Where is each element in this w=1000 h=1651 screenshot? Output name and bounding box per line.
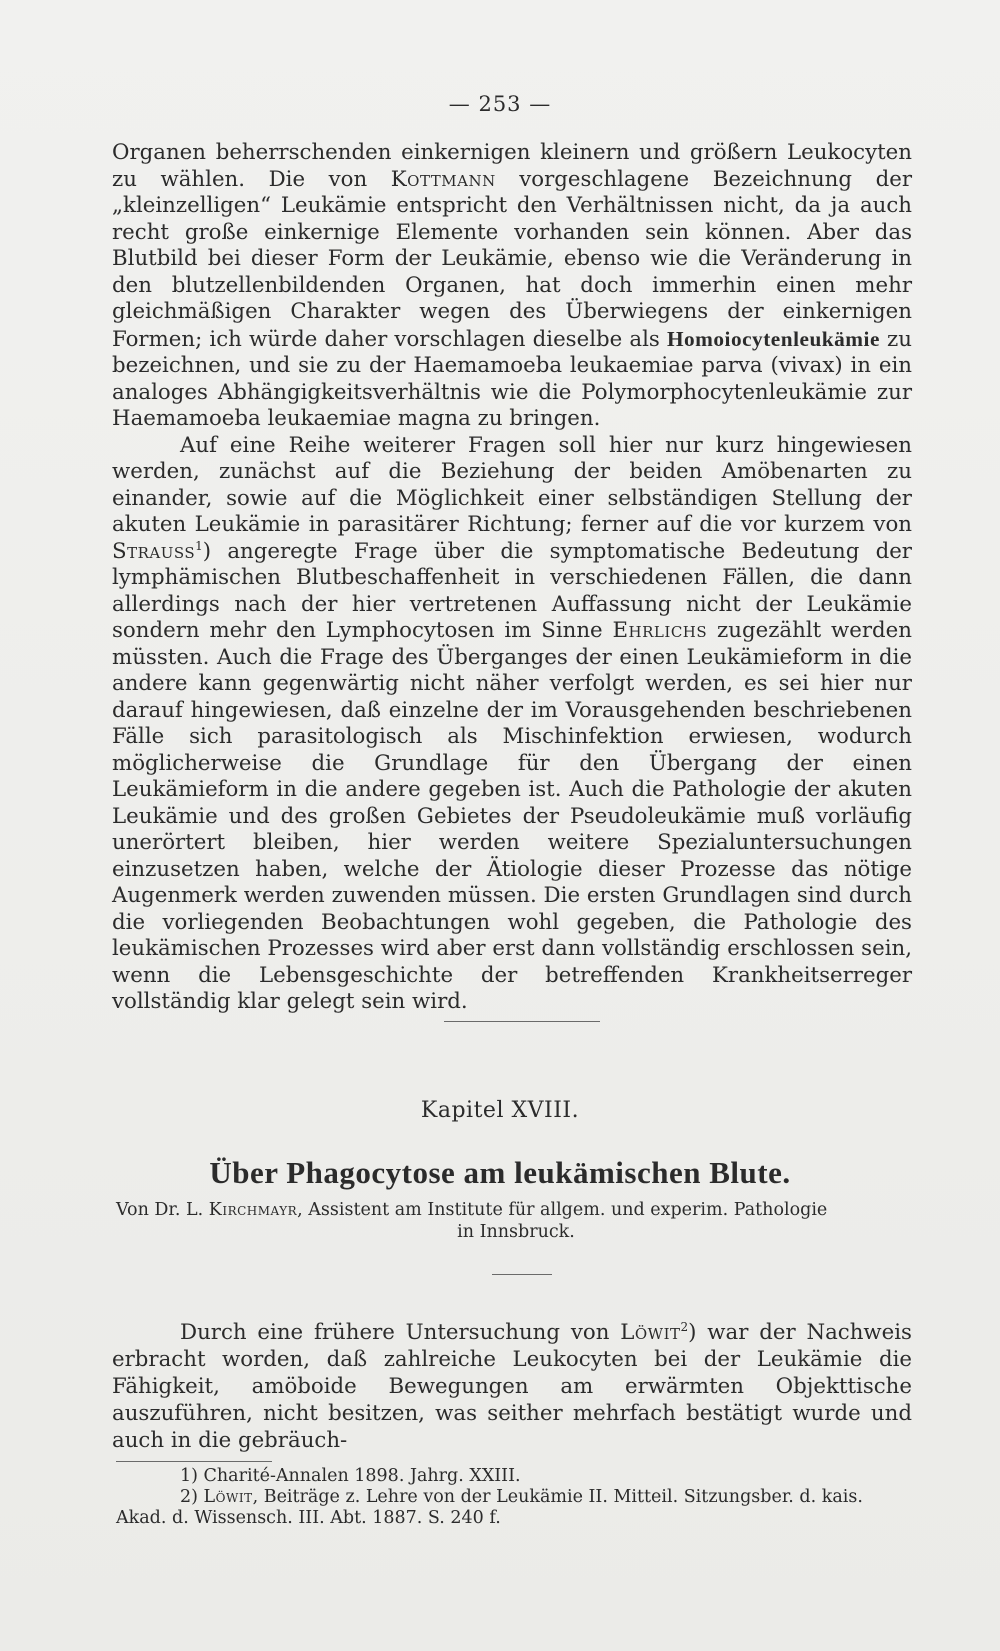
paragraph-2-part-b: ) angeregte Frage über die symptomatische Bedeutung der lymphämischen Blutbeschaffenheit in verschiedenen Fällen, die dann allerdings nach der hier vertretenen Auffassung nicht der Leukämie sondern mehr den Lymphocytosen im Sinne [112, 538, 912, 643]
intro-paragraph [112, 1319, 912, 1454]
author-prefix: Von Dr. L. [116, 1200, 209, 1220]
paragraph-2-part-a: Auf eine Reihe weiterer Fragen soll hier nur kurz hingewiesen werden, zunächst auf die Beziehung der beiden Amöbenarten zu einander, sowie auf die Möglichkeit einer selbständigen Stellung der akuten Leukämie in parasitärer Richtung; ferner auf die vor kurzem von [112, 432, 912, 537]
title-divider [492, 1274, 552, 1275]
page-number: — 253 — [448, 92, 552, 116]
footnote-2-author: Löwit [203, 1487, 253, 1507]
footnote-2 [116, 1487, 916, 1508]
paragraph-2-part-c: zugezählt werden müssten. Auch die Frage des Überganges der einen Leukämieform in die andere kann gegenwärtig nicht näher verfolgt werden, es sei hier nur darauf hingewiesen, daß einzelne der im Vorausgehenden beschriebenen Fälle sich parasitologisch als Mischinfektion erwiesen, wodurch möglicherweise die Grundlage für den Übergang der einen Leukämieform in die andere gegeben ist. Auch die Pathologie der akuten Leukämie und des großen Gebietes der Pseudoleukämie muß vorläufig unerörtert bleiben, hier werden weitere Spezialuntersuchungen einzusetzen haben, welche der Ätiologie dieser Prozesse das nötige Augenmerk werden zuwenden müssen. Die ersten Grundlagen sind durch die vorliegenden Beobachtungen wohl gegeben, die Pathologie des leukämischen Prozesses wird aber erst dann vollständig erschlossen sein, wenn die Lebensgeschichte der betreffenden Krankheitserreger vollständig klar gelegt sein wird. [112, 618, 913, 1014]
name-loewit: Löwit [620, 1320, 681, 1345]
paragraph-1-part-c: zu bezeichnen, und sie zu der Haemamoeba leukaemiae parva (vivax) in ein analoges Abhängigkeitsverhältnis wie die Polymorphocytenleukämie zur Haemamoeba leukaemiae magna zu bringen. [112, 326, 912, 431]
paragraph-1-part-b: vorgeschlagene Bezeichnung der „kleinzelligen“ Leukämie entspricht den Verhältnissen nicht, da ja auch recht große einkernige Elemente vorhanden sein können. Aber das Blutbild bei dieser Form der Leukämie, ebenso wie die Veränderung in den blutzellenbildenden Organen, hat doch immerhin einen mehr gleichmäßigen Charakter wegen des Überwiegens der einkernigen Formen; ich würde daher vorschlagen dieselbe als [112, 166, 913, 352]
footnote-1: 1) Charité-Annalen 1898. Jahrg. XXIII. [180, 1466, 521, 1486]
footnotes [116, 1466, 916, 1529]
footnote-2-number: 2) [180, 1487, 204, 1507]
footnote-ref-2[interactable]: 2 [680, 1319, 689, 1334]
paragraph-1 [112, 140, 912, 433]
section-divider [444, 1021, 600, 1022]
paragraph-1-part-a: Organen beherrschenden einkernigen kleinern und größern Leukocyten zu wählen. Die von [112, 140, 912, 192]
footnote-ref-1[interactable]: 1 [195, 538, 203, 553]
author-place: in Innsbruck. [457, 1222, 575, 1242]
footnote-divider [116, 1461, 272, 1462]
author-affiliation: , Assistent am Institute für allgem. und experim. Pathologie [297, 1200, 828, 1220]
author-line [116, 1199, 916, 1243]
intro-part-b: ) war der Nachweis erbracht worden, daß zahlreiche Leukocyten bei der Leukämie die Fähigkeit, amöboide Bewegungen am erwärmten Objekttische auszuführen, nicht besitzen, was seither mehrfach bestätigt wurde und auch in die gebräuch- [112, 1320, 912, 1453]
footnote-2-text: , Beiträge z. Lehre von der Leukämie II. Mitteil. Sitzungsber. d. kais. [252, 1487, 863, 1507]
chapter-heading: Kapitel XVIII. [420, 1098, 580, 1123]
term-homoiocytenleukaemie: Homoiocytenleukämie [666, 326, 880, 351]
main-body [112, 140, 912, 1016]
intro-part-a: Durch eine frühere Untersuchung von [180, 1320, 621, 1345]
name-kottmann: Kottmann [390, 166, 496, 192]
chapter-title: Über Phagocytose am leukämischen Blute. [209, 1155, 791, 1190]
paragraph-2 [112, 433, 912, 1016]
name-strauss: Strauss [112, 538, 196, 564]
footnote-2-continued: Akad. d. Wissensch. III. Abt. 1887. S. 240 f. [116, 1508, 501, 1528]
author-name: Kirchmayr [208, 1200, 298, 1220]
name-ehrlichs: Ehrlichs [612, 618, 708, 643]
